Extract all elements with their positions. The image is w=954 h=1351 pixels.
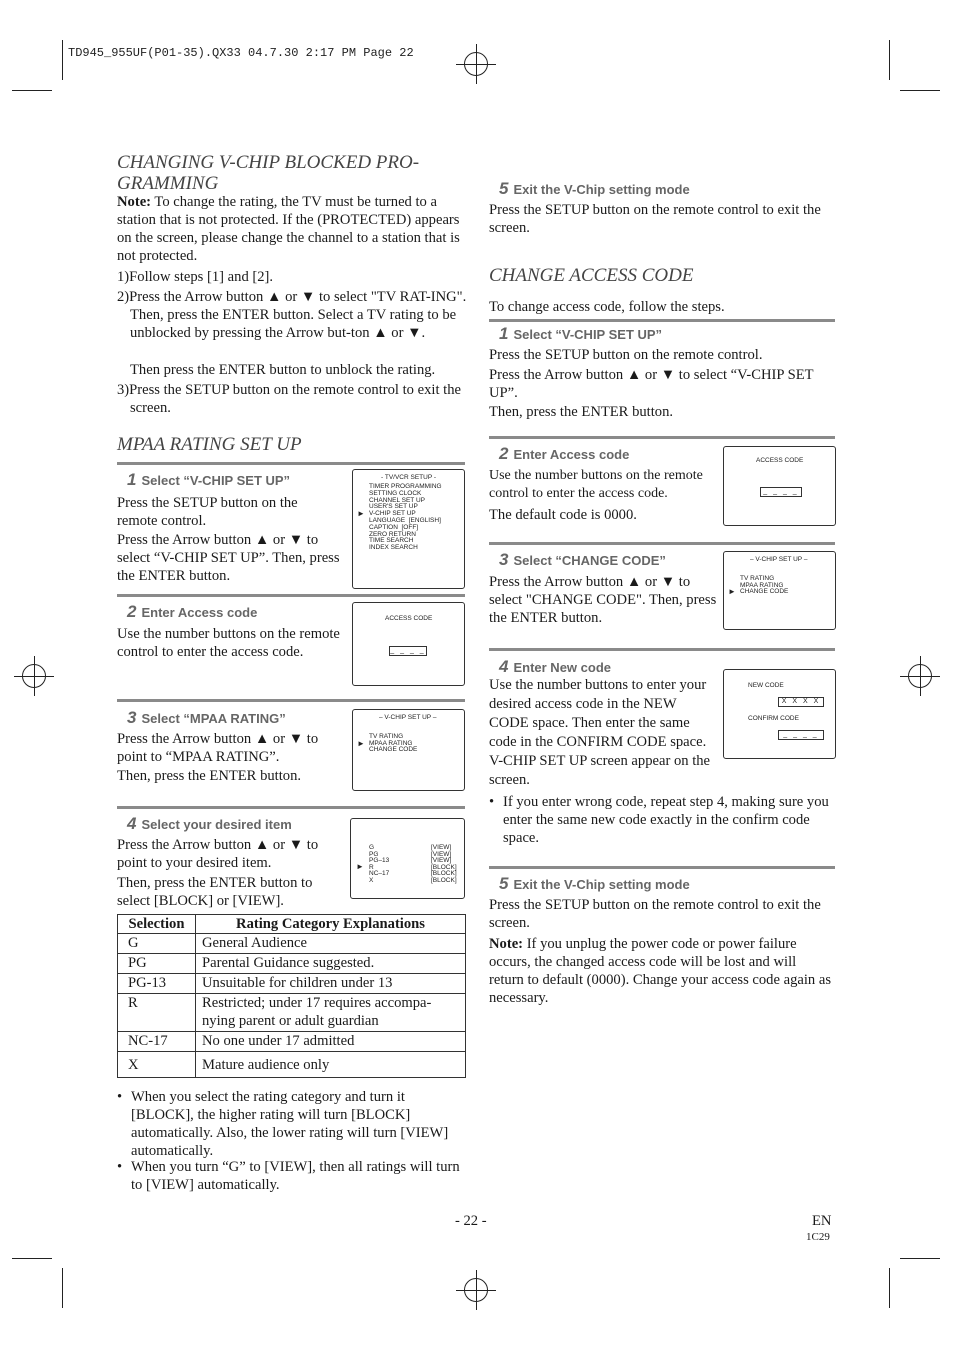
changing-step2-text: 2)Press the Arrow button ▲ or ▼ to select "TV RAT-ING". Then, press the ENTER button. Select a TV rating to be unblocked by pressing the Arrow but-ton ▲ or ▼. bbox=[117, 289, 467, 341]
screen-menu-item: [BLOCK] bbox=[431, 863, 457, 871]
change-code-title: CHANGE ACCESS CODE bbox=[489, 265, 694, 286]
registration-mark-icon bbox=[900, 656, 940, 696]
vchip-setup-screen bbox=[352, 709, 465, 791]
explanation-cell: Mature audience only bbox=[196, 1052, 466, 1078]
step-title: Select “CHANGE CODE” bbox=[513, 553, 666, 568]
mpaa-step2-head bbox=[127, 602, 257, 622]
screen-menu-item: TV RATING bbox=[740, 575, 775, 582]
step-number: 4 bbox=[127, 814, 137, 833]
change-step2-p1: Use the number buttons on the remote control to enter the access code. bbox=[489, 468, 703, 501]
step-number: 1 bbox=[127, 470, 137, 489]
change-step1-p2: Press the Arrow button ▲ or ▼ to select “V-CHIP SET UP”. bbox=[489, 367, 814, 401]
mpaa-step4-p2: Then, press the ENTER button to select [BLOCK] or [VIEW]. bbox=[117, 875, 313, 909]
screen-menu-item: PG bbox=[369, 850, 379, 858]
access-code-screen bbox=[723, 446, 836, 526]
mpaa-step3-p2: Then, press the ENTER button. bbox=[117, 768, 302, 784]
document-code: 1C29 bbox=[806, 1231, 830, 1243]
mpaa-title: MPAA RATING SET UP bbox=[117, 434, 302, 455]
screen-title: - TV/VCR SETUP - bbox=[381, 474, 437, 481]
step-number: 2 bbox=[127, 602, 137, 621]
screen-menu-item: X bbox=[369, 876, 374, 884]
rule bbox=[117, 594, 465, 597]
screen-menu-item: [VIEW] bbox=[431, 850, 452, 858]
screen-menu-item: ZERO RETURN bbox=[369, 530, 416, 538]
rule bbox=[489, 866, 835, 869]
page-number: - 22 - bbox=[455, 1213, 487, 1229]
explanation-cell: General Audience bbox=[196, 934, 466, 954]
new-code-box: X X X X bbox=[778, 697, 824, 707]
step-title: Exit the V-Chip setting mode bbox=[513, 877, 690, 892]
bullet-text: If you enter wrong code, repeat step 4, making sure you enter the same new code exactly in the confirm code space. bbox=[503, 794, 829, 846]
change-step4-p1: Use the number buttons to enter your desired access code in the NEW CODE space. Then enter the same code in the CONFIRM CODE space. V-CHIP SET UP screen appear on the screen. bbox=[489, 677, 711, 788]
screen-label: CONFIRM CODE bbox=[748, 715, 799, 722]
new-code-screen bbox=[723, 669, 836, 759]
screen-menu-item: G bbox=[369, 844, 375, 851]
print-slug: TD945_955UF(P01-35).QX33 04.7.30 2:17 PM Page 22 bbox=[68, 46, 414, 60]
screen-menu-item: USER'S SET UP bbox=[369, 503, 418, 511]
table-row bbox=[118, 974, 466, 994]
screen-menu-item: CHANGE CODE bbox=[740, 588, 789, 595]
rule bbox=[489, 542, 835, 545]
cursor-icon: ► bbox=[728, 587, 736, 596]
step-number: 2 bbox=[499, 444, 509, 463]
crop-mark bbox=[12, 90, 52, 91]
change-code-intro: To change access code, follow the steps. bbox=[489, 299, 725, 315]
rating-cell: PG bbox=[118, 954, 196, 974]
explanation-cell: Restricted; under 17 requires accompa-nying parent or adult guardian bbox=[196, 994, 466, 1032]
rating-list bbox=[369, 845, 389, 884]
screen-menu-item: V-CHIP SET UP bbox=[369, 510, 416, 518]
screen-menu-item: CAPTION [OFF] bbox=[369, 523, 419, 531]
screen-label: NEW CODE bbox=[748, 682, 784, 689]
screen-menu-item: INDEX SEARCH bbox=[369, 544, 418, 552]
screen-menu-item: [BLOCK] bbox=[431, 876, 457, 884]
step-title: Select “V-CHIP SET UP” bbox=[141, 473, 291, 488]
crop-mark bbox=[900, 1258, 940, 1259]
change-step4-head bbox=[499, 657, 611, 677]
explanation-cell: Parental Guidance suggested. bbox=[196, 954, 466, 974]
table-header: Rating Category Explanations bbox=[196, 915, 466, 934]
change-step3-head bbox=[499, 550, 666, 570]
change-step2-p2: The default code is 0000. bbox=[489, 507, 637, 523]
rule bbox=[489, 436, 835, 439]
setup-menu-list bbox=[369, 484, 442, 552]
crop-mark bbox=[900, 90, 940, 91]
bullet-text: When you select the rating category and turn it [BLOCK], the higher rating will turn [BLOCK] automatically. Also, the lower rating will turn [VIEW] automatically. bbox=[131, 1089, 449, 1159]
screen-label: ACCESS CODE bbox=[756, 457, 804, 464]
vchip-menu-list bbox=[740, 576, 788, 596]
changing-note bbox=[117, 193, 464, 265]
mpaa-step2-p1: Use the number buttons on the remote control to enter the access code. bbox=[117, 626, 340, 660]
rule bbox=[117, 699, 465, 702]
bullet-icon: • bbox=[489, 794, 495, 810]
rating-cell: G bbox=[118, 934, 196, 954]
screen-menu-item: CHANNEL SET UP bbox=[369, 496, 425, 504]
note-label: Note: bbox=[489, 936, 524, 952]
explanation-cell: Unsuitable for children under 13 bbox=[196, 974, 466, 994]
screen-menu-item: CHANGE CODE bbox=[369, 746, 418, 753]
step-number: 4 bbox=[499, 657, 509, 676]
crop-mark bbox=[12, 1258, 52, 1259]
change-step5-p1: Press the SETUP button on the remote control to exit the screen. bbox=[489, 897, 821, 931]
screen-menu-item: [VIEW] bbox=[431, 844, 452, 851]
change-step1-p1: Press the SETUP button on the remote control. bbox=[489, 347, 763, 363]
screen-menu-item: [VIEW] bbox=[431, 857, 452, 864]
step-number: 5 bbox=[499, 874, 509, 893]
step-number: 5 bbox=[499, 179, 509, 198]
rating-table bbox=[117, 914, 466, 1078]
changing-title: CHANGING V-CHIP BLOCKED PRO-GRAMMING bbox=[117, 152, 420, 194]
mpaa-rating-screen bbox=[350, 818, 465, 899]
rule bbox=[489, 319, 835, 322]
code-box: _ _ _ _ bbox=[390, 647, 426, 654]
mpaa-step1-p2: Press the Arrow button ▲ or ▼ to select “V-CHIP SET UP”. Then, press the ENTER button. bbox=[117, 532, 340, 584]
change-step4-bullet bbox=[489, 793, 833, 847]
code-box: _ _ _ _ bbox=[760, 487, 802, 497]
screen-menu-item: [BLOCK] bbox=[431, 870, 457, 877]
screen-label: ACCESS CODE bbox=[385, 615, 433, 622]
mpaa-step3-head bbox=[127, 708, 286, 728]
screen-menu-item: LANGUAGE [ENGLISH] bbox=[369, 516, 441, 524]
screen-title: – V-CHIP SET UP – bbox=[750, 556, 808, 563]
bullet-item bbox=[117, 1088, 461, 1160]
vchip-menu-list bbox=[369, 734, 417, 754]
mpaa-step4-p1: Press the Arrow button ▲ or ▼ to point to your desired item. bbox=[117, 837, 319, 871]
change-step3-p1: Press the Arrow button ▲ or ▼ to select "CHANGE CODE". Then, press the ENTER button. bbox=[489, 574, 717, 626]
step-title: Select your desired item bbox=[141, 817, 292, 832]
table-row bbox=[118, 994, 466, 1032]
changing-step1: 1)Follow steps [1] and [2]. bbox=[117, 269, 274, 285]
note-text: If you unplug the power code or power failure occurs, the changed access code will be lost and will return to default (0000). Change your access code again as necessary. bbox=[489, 936, 832, 1006]
language-label: EN bbox=[812, 1213, 832, 1229]
cursor-icon: ► bbox=[357, 509, 365, 518]
rating-cell: X bbox=[118, 1052, 196, 1078]
exit-step-p1: Press the SETUP button on the remote control to exit the screen. bbox=[489, 202, 821, 236]
table-header: Selection bbox=[118, 915, 196, 934]
tv-vcr-setup-screen bbox=[352, 469, 465, 589]
table-row bbox=[118, 1032, 466, 1052]
screen-menu-item: TV RATING bbox=[369, 733, 404, 740]
changing-step2 bbox=[117, 288, 477, 342]
note-label: Note: bbox=[117, 194, 152, 210]
access-code-screen bbox=[352, 602, 465, 686]
rating-cell: NC-17 bbox=[118, 1032, 196, 1052]
step-title: Enter New code bbox=[513, 660, 611, 675]
mpaa-step4-head bbox=[127, 814, 292, 834]
change-step5-note bbox=[489, 935, 834, 1007]
explanation-cell: No one under 17 admitted bbox=[196, 1032, 466, 1052]
vchip-setup-screen bbox=[723, 551, 836, 630]
table-header-row bbox=[118, 915, 466, 934]
step-title: Select “MPAA RATING” bbox=[141, 711, 286, 726]
rule bbox=[117, 462, 465, 465]
change-step2-head bbox=[499, 444, 629, 464]
registration-mark-icon bbox=[456, 1270, 496, 1310]
note-text: To change the rating, the TV must be turned to a station that is not protected. If the (PROTECTED) appears on the screen, please change the channel to a station that is not protected. bbox=[117, 194, 460, 264]
crop-mark bbox=[62, 1268, 63, 1308]
table-row bbox=[118, 1052, 466, 1078]
bullet-icon: • bbox=[117, 1159, 123, 1175]
bullet-icon: • bbox=[117, 1089, 123, 1105]
table-row bbox=[118, 934, 466, 954]
confirm-code-box: _ _ _ _ bbox=[778, 730, 824, 740]
screen-menu-item: R bbox=[369, 863, 374, 871]
mpaa-step3-p1: Press the Arrow button ▲ or ▼ to point to “MPAA RATING”. bbox=[117, 731, 319, 765]
crop-mark bbox=[62, 40, 63, 80]
registration-mark-icon bbox=[456, 44, 496, 84]
step-number: 3 bbox=[127, 708, 137, 727]
screen-menu-item: MPAA RATING bbox=[740, 581, 784, 589]
mpaa-step1-p1: Press the SETUP button on the remote control. bbox=[117, 495, 298, 529]
rating-cell: PG-13 bbox=[118, 974, 196, 994]
rating-cell: R bbox=[118, 994, 196, 1032]
crop-mark bbox=[889, 1268, 890, 1308]
screen-menu-item: NC–17 bbox=[369, 870, 390, 877]
exit-step-head bbox=[499, 179, 690, 199]
cursor-icon: ► bbox=[356, 862, 364, 871]
screen-menu-item: TIME SEARCH bbox=[369, 537, 414, 545]
step-title: Enter Access code bbox=[141, 605, 258, 620]
change-step1-p3: Then, press the ENTER button. bbox=[489, 404, 674, 420]
cursor-icon: ► bbox=[357, 739, 365, 748]
bullet-text: When you turn “G” to [VIEW], then all ratings will turn to [VIEW] automatically. bbox=[131, 1159, 460, 1193]
screen-menu-item: MPAA RATING bbox=[369, 739, 413, 747]
table-row bbox=[118, 954, 466, 974]
rule bbox=[117, 806, 465, 809]
changing-step3: 3)Press the SETUP button on the remote control to exit the screen. bbox=[117, 382, 461, 416]
step-number: 1 bbox=[499, 324, 509, 343]
bullet-item bbox=[117, 1158, 461, 1194]
screen-menu-item: SETTING CLOCK bbox=[369, 489, 422, 497]
step-title: Select “V-CHIP SET UP” bbox=[513, 327, 663, 342]
state-list bbox=[431, 845, 457, 884]
screen-menu-item: TIMER PROGRAMMING bbox=[369, 483, 442, 490]
crop-mark bbox=[889, 40, 890, 80]
change-step1-head bbox=[499, 324, 662, 344]
step-number: 3 bbox=[499, 550, 509, 569]
screen-menu-item: PG–13 bbox=[369, 857, 390, 864]
step-title: Exit the V-Chip setting mode bbox=[513, 182, 690, 197]
step-title: Enter Access code bbox=[513, 447, 630, 462]
screen-title: – V-CHIP SET UP – bbox=[379, 714, 437, 721]
registration-mark-icon bbox=[14, 656, 54, 696]
rule bbox=[489, 648, 835, 651]
changing-step2b: Then press the ENTER button to unblock the rating. bbox=[130, 362, 436, 378]
change-step5-head bbox=[499, 874, 690, 894]
mpaa-step1-head bbox=[127, 470, 290, 490]
